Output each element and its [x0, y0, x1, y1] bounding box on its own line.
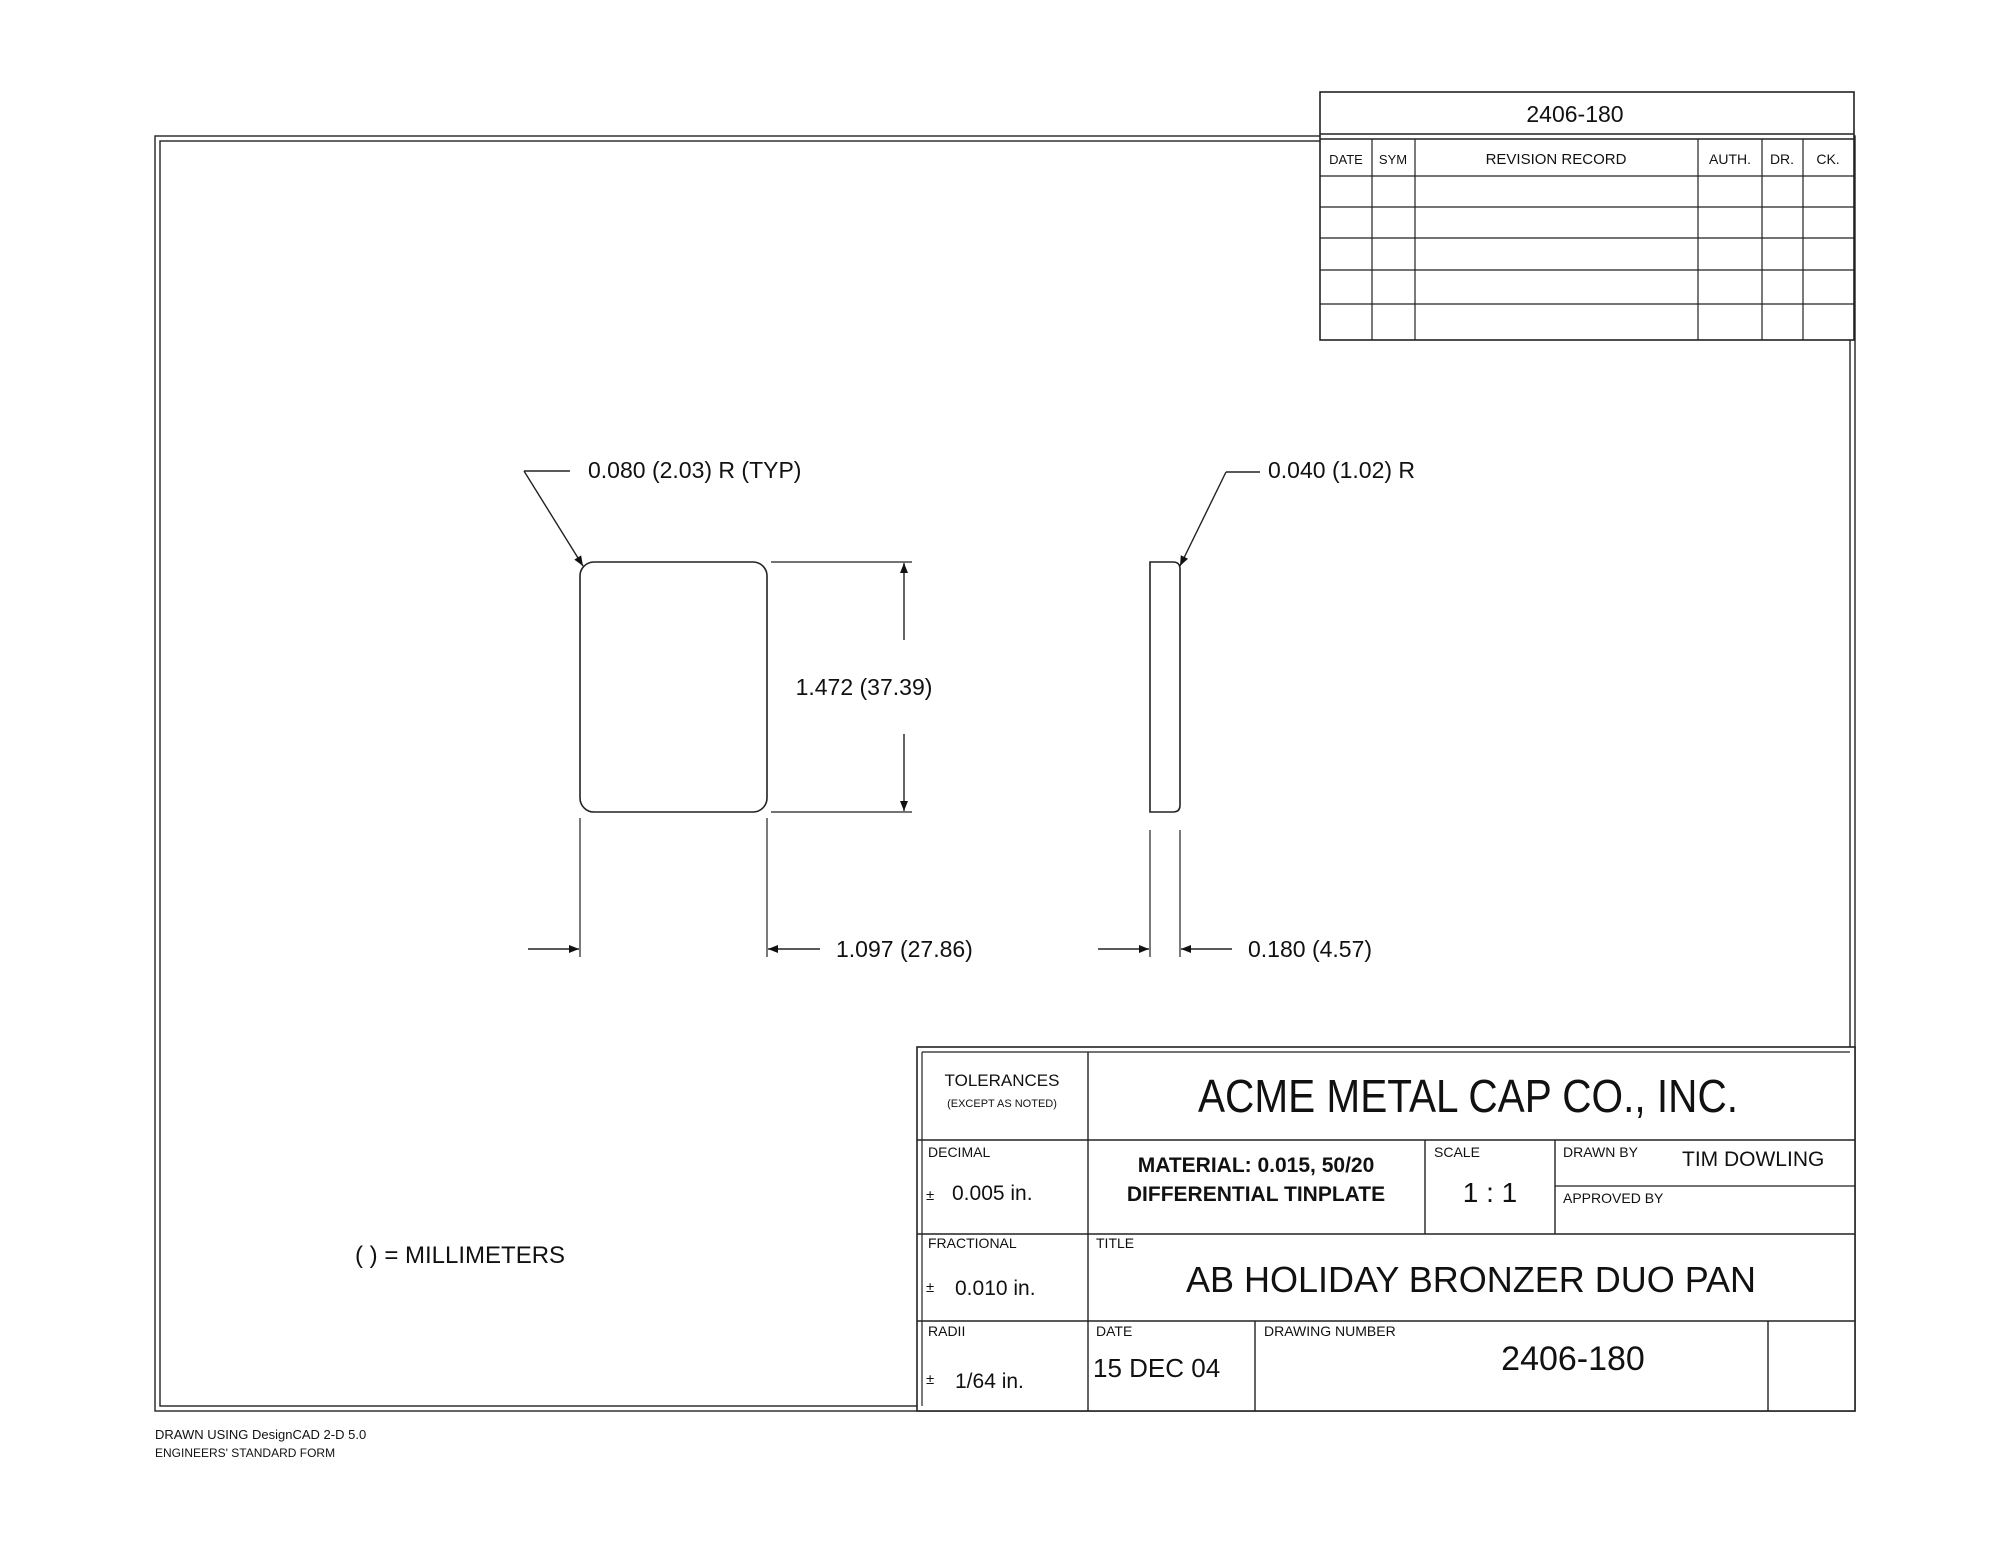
radii-plus-minus: ±: [926, 1371, 935, 1388]
radii-value: 1/64 in.: [955, 1370, 1024, 1393]
front-view: [524, 457, 973, 962]
scale-label: SCALE: [1434, 1144, 1480, 1160]
tolerances-sub: (EXCEPT AS NOTED): [947, 1098, 1057, 1110]
fractional-label: FRACTIONAL: [928, 1235, 1017, 1251]
drawing-title: AB HOLIDAY BRONZER DUO PAN: [1185, 1259, 1757, 1300]
rev-header-record: REVISION RECORD: [1485, 151, 1627, 168]
rev-header-date: DATE: [1329, 152, 1363, 167]
rev-header-sym: SYM: [1378, 152, 1408, 167]
fractional-value: 0.010 in.: [955, 1277, 1036, 1300]
title-label: TITLE: [1096, 1235, 1135, 1251]
units-note: ( ) = MILLIMETERS: [355, 1242, 566, 1269]
date-value: 15 DEC 04: [1093, 1353, 1221, 1383]
radii-label: RADII: [928, 1323, 966, 1339]
tolerances-label: TOLERANCES: [944, 1071, 1060, 1090]
width-label: 1.097 (27.86): [836, 936, 973, 962]
decimal-value: 0.005 in.: [952, 1182, 1033, 1205]
material-line-2: DIFFERENTIAL TINPLATE: [1126, 1183, 1386, 1206]
footer-line-2: ENGINEERS' STANDARD FORM: [155, 1446, 336, 1460]
front-radius-leader: [524, 471, 583, 566]
drawn-by-label: DRAWN BY: [1563, 1144, 1638, 1160]
rev-header-auth: AUTH.: [1709, 151, 1751, 167]
side-radius-label: 0.040 (1.02) R: [1268, 457, 1416, 483]
scale-value: 1 : 1: [1462, 1177, 1518, 1208]
rev-header-dr: DR.: [1769, 151, 1795, 167]
date-label: DATE: [1096, 1323, 1133, 1339]
thickness-label: 0.180 (4.57): [1248, 936, 1373, 962]
drawing-number-label: DRAWING NUMBER: [1264, 1323, 1396, 1339]
fractional-plus-minus: ±: [926, 1279, 935, 1296]
decimal-plus-minus: ±: [926, 1187, 935, 1204]
side-view: [1098, 457, 1415, 962]
revision-block: [1320, 92, 1854, 340]
revision-number: 2406-180: [1526, 101, 1624, 127]
front-radius-label: 0.080 (2.03) R (TYP): [588, 457, 802, 483]
material-line-1: MATERIAL: 0.015, 50/20: [1137, 1154, 1375, 1177]
company-name: ACME METAL CAP CO., INC.: [1198, 1070, 1738, 1122]
approved-by-label: APPROVED BY: [1563, 1190, 1664, 1206]
title-block: [917, 1047, 1855, 1411]
decimal-label: DECIMAL: [928, 1144, 991, 1160]
drawing-number-value: 2406-180: [1501, 1340, 1645, 1378]
footer-line-1: DRAWN USING DesignCAD 2-D 5.0: [155, 1427, 367, 1442]
side-radius-leader: [1180, 472, 1226, 566]
height-label: 1.472 (37.39): [795, 674, 933, 700]
pan-side-outline: [1150, 562, 1180, 812]
pan-front-outline: [580, 562, 767, 812]
rev-header-ck: CK.: [1816, 151, 1840, 167]
drawn-by-value: TIM DOWLING: [1682, 1148, 1825, 1171]
